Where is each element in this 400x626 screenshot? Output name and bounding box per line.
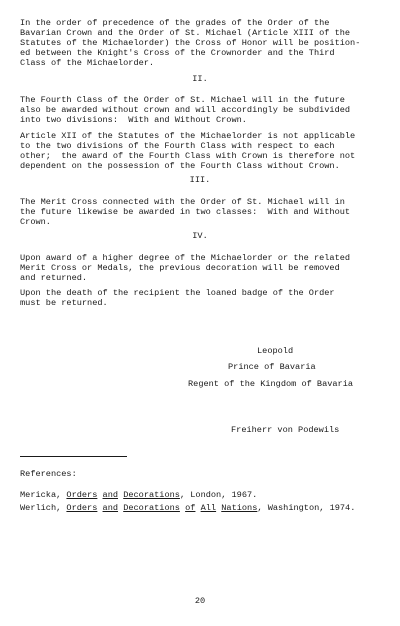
section-heading-ii: II. <box>192 74 208 84</box>
signature-name: Leopold <box>257 346 294 356</box>
countersignature: Freiherr von Podewils <box>231 425 340 435</box>
reference-author: Werlich, <box>20 503 67 513</box>
signature-title: Prince of Bavaria <box>228 362 316 372</box>
section-heading-iii: III. <box>189 175 211 185</box>
reference-title-word: Orders <box>66 503 98 513</box>
reference-author: Mericka, <box>20 490 67 500</box>
reference-title-word: and <box>102 503 119 513</box>
section-heading-iv: IV. <box>192 231 208 241</box>
paragraph-article-xii: Article XII of the Statutes of the Michaelorder is not applicable to the two divisions of the Fourth Class with respect to each other; the award of the Fourth Class with Crown is therefore not dependent on the possession of the Fourth Class without Crown. <box>20 131 356 171</box>
paragraph-fourth-class: The Fourth Class of the Order of St. Michael will in the future also be awarded without crown and will accordingly be subdivided into two divisions: With and Without Crown. <box>20 95 351 125</box>
paragraph-higher-degree: Upon award of a higher degree of the Michaelorder or the related Merit Cross or Medals, the previous decoration will be removed and returned. <box>20 253 351 283</box>
reference-mericka <box>20 490 257 500</box>
page-number: 20 <box>194 596 206 606</box>
footnote-divider <box>20 456 127 457</box>
signature-role: Regent of the Kingdom of Bavaria <box>188 379 354 389</box>
reference-publication: , Washington, 1974. <box>257 503 356 513</box>
references-heading: References: <box>20 469 77 479</box>
paragraph-merit-cross: The Merit Cross connected with the Order of St. Michael will in the future likewise be awarded in two classes: With and Without Crown. <box>20 197 351 227</box>
reference-title-word: Decorations <box>123 503 180 513</box>
reference-title-word: Decorations <box>123 490 180 500</box>
reference-title-word: of <box>185 503 196 513</box>
reference-publication: , London, 1967. <box>179 490 258 500</box>
reference-title-word: Nations <box>221 503 258 513</box>
reference-title-word: All <box>200 503 217 513</box>
reference-title-word: and <box>102 490 119 500</box>
paragraph-precedence: In the order of precedence of the grades of the Order of the Bavarian Crown and the Order of St. Michael (Article XIII of the Statutes of the Michaelorder) the Cross of Honor will be position- ed between the Knight's Cross of the Crownorder and the Third Class of the Michaelorder. <box>20 18 361 68</box>
reference-werlich <box>20 503 355 513</box>
paragraph-death-of-recipient: Upon the death of the recipient the loaned badge of the Order must be returned. <box>20 288 335 308</box>
reference-title-word: Orders <box>66 490 98 500</box>
